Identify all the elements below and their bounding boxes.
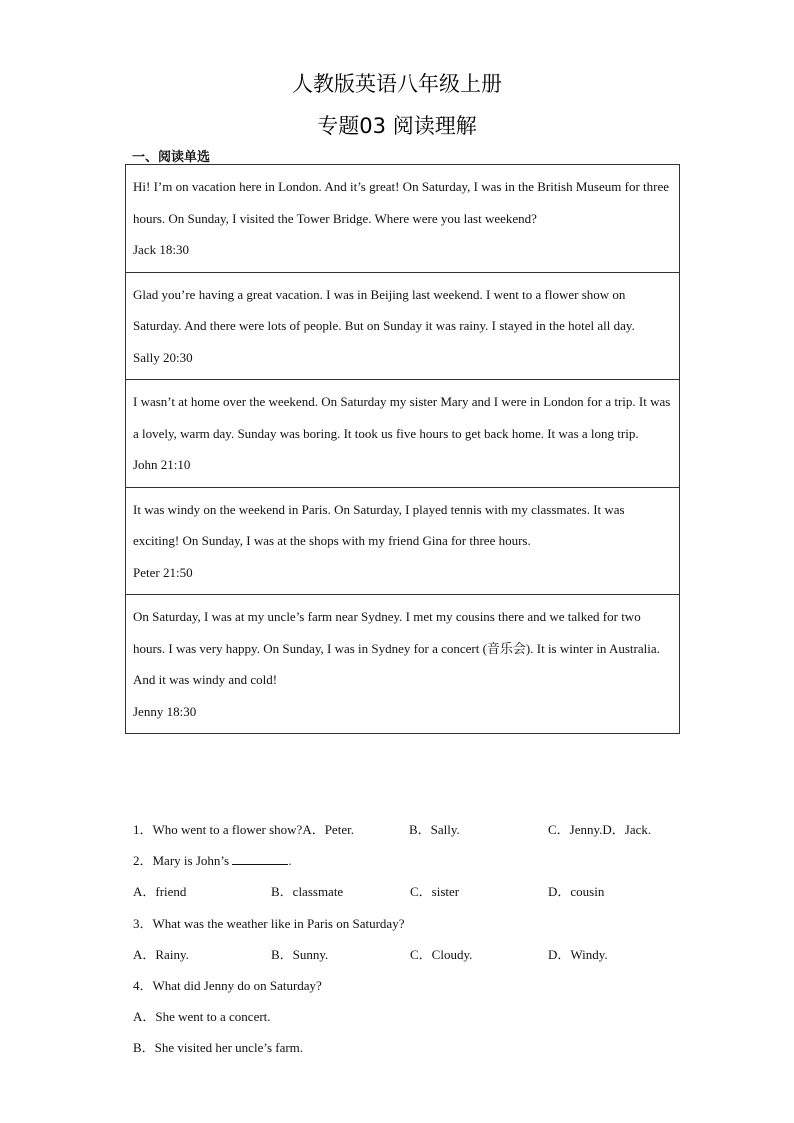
questions: [133, 814, 693, 1064]
message-text: Hi! I’m on vacation here in London. And it’s great! On Saturday, I was in the British Museum for three hours. On Sunday, I visited the Tower Bridge. Where were you last weekend?: [133, 179, 670, 226]
message-cell: [126, 165, 680, 273]
question-4-stem: 4．What did Jenny do on Saturday?: [133, 977, 322, 993]
question-2-option-b: B．classmate: [271, 884, 344, 900]
message-row: [126, 595, 680, 734]
question-3-options: [133, 939, 693, 970]
question-4-option-b-line: [133, 1032, 693, 1063]
question-4-option-a: A．She went to a concert.: [133, 1009, 271, 1025]
message-signature: Peter 21:50: [133, 564, 193, 580]
message-signature: John 21:10: [133, 457, 191, 472]
question-1-option-b: B．Sally.: [409, 822, 460, 837]
question-1-option-cd: C．Jenny.D．Jack.: [548, 822, 652, 837]
message-text: On Saturday, I was at my uncle’s farm near Sydney. I met my cousins there and we talked for two hours. I was very happy. On Sunday, I was in Sydney for a concert (音乐会). It is winter in Australia. And it was windy and cold!: [133, 609, 660, 687]
question-2-stem: 2．Mary is John’s: [133, 853, 233, 869]
question-2-end: .: [288, 853, 292, 869]
question-3-option-d: D．Windy.: [548, 946, 608, 962]
message-cell: [126, 380, 680, 488]
document-title: 人教版英语八年级上册: [292, 72, 502, 96]
question-2-option-a: A．friend: [133, 884, 187, 900]
message-row: [126, 487, 680, 595]
question-1: [133, 814, 693, 845]
question-2: [133, 845, 693, 876]
question-1-stem: 1．Who went to a flower show?A．Peter.: [133, 822, 354, 837]
message-row: [126, 165, 680, 273]
message-signature: Sally 20:30: [133, 349, 193, 365]
message-text: Glad you’re having a great vacation. I was in Beijing last weekend. I went to a flower show on Saturday. And there were lots of people. But on Sunday it was rainy. I stayed in the hotel all day.: [133, 286, 635, 333]
question-3-stem: 3．What was the weather like in Paris on Saturday?: [133, 915, 405, 931]
question-4: [133, 970, 693, 1001]
message-cell: [126, 487, 680, 595]
question-3-option-c: C．Cloudy.: [410, 946, 473, 962]
message-cell: [126, 272, 680, 380]
message-row: [126, 272, 680, 380]
question-2-options: [133, 876, 693, 907]
question-2-option-d: D．cousin: [548, 884, 605, 900]
messages-table: [125, 164, 680, 734]
answer-blank: [232, 852, 288, 865]
section-heading: 一、阅读单选: [132, 150, 211, 165]
question-3-option-b: B．Sunny.: [271, 946, 329, 962]
question-3: [133, 908, 693, 939]
message-row: [126, 380, 680, 488]
message-text: It was windy on the weekend in Paris. On Saturday, I played tennis with my classmates. It was exciting! On Sunday, I was at the shops with my friend Gina for three hours.: [133, 501, 625, 548]
question-4-option-a-line: [133, 1001, 693, 1032]
message-cell: [126, 595, 680, 734]
question-4-option-b: B．She visited her uncle’s farm.: [133, 1040, 304, 1056]
question-3-option-a: A．Rainy.: [133, 946, 189, 962]
document-subtitle: 专题03 阅读理解: [317, 114, 477, 138]
message-signature: Jenny 18:30: [133, 703, 197, 719]
message-signature: Jack 18:30: [133, 242, 189, 257]
message-text: I wasn’t at home over the weekend. On Saturday my sister Mary and I were in London for a trip. It was a lovely, warm day. Sunday was boring. It took us five hours to get back home. It was a long trip.: [133, 394, 671, 441]
question-2-option-c: C．sister: [410, 884, 460, 900]
